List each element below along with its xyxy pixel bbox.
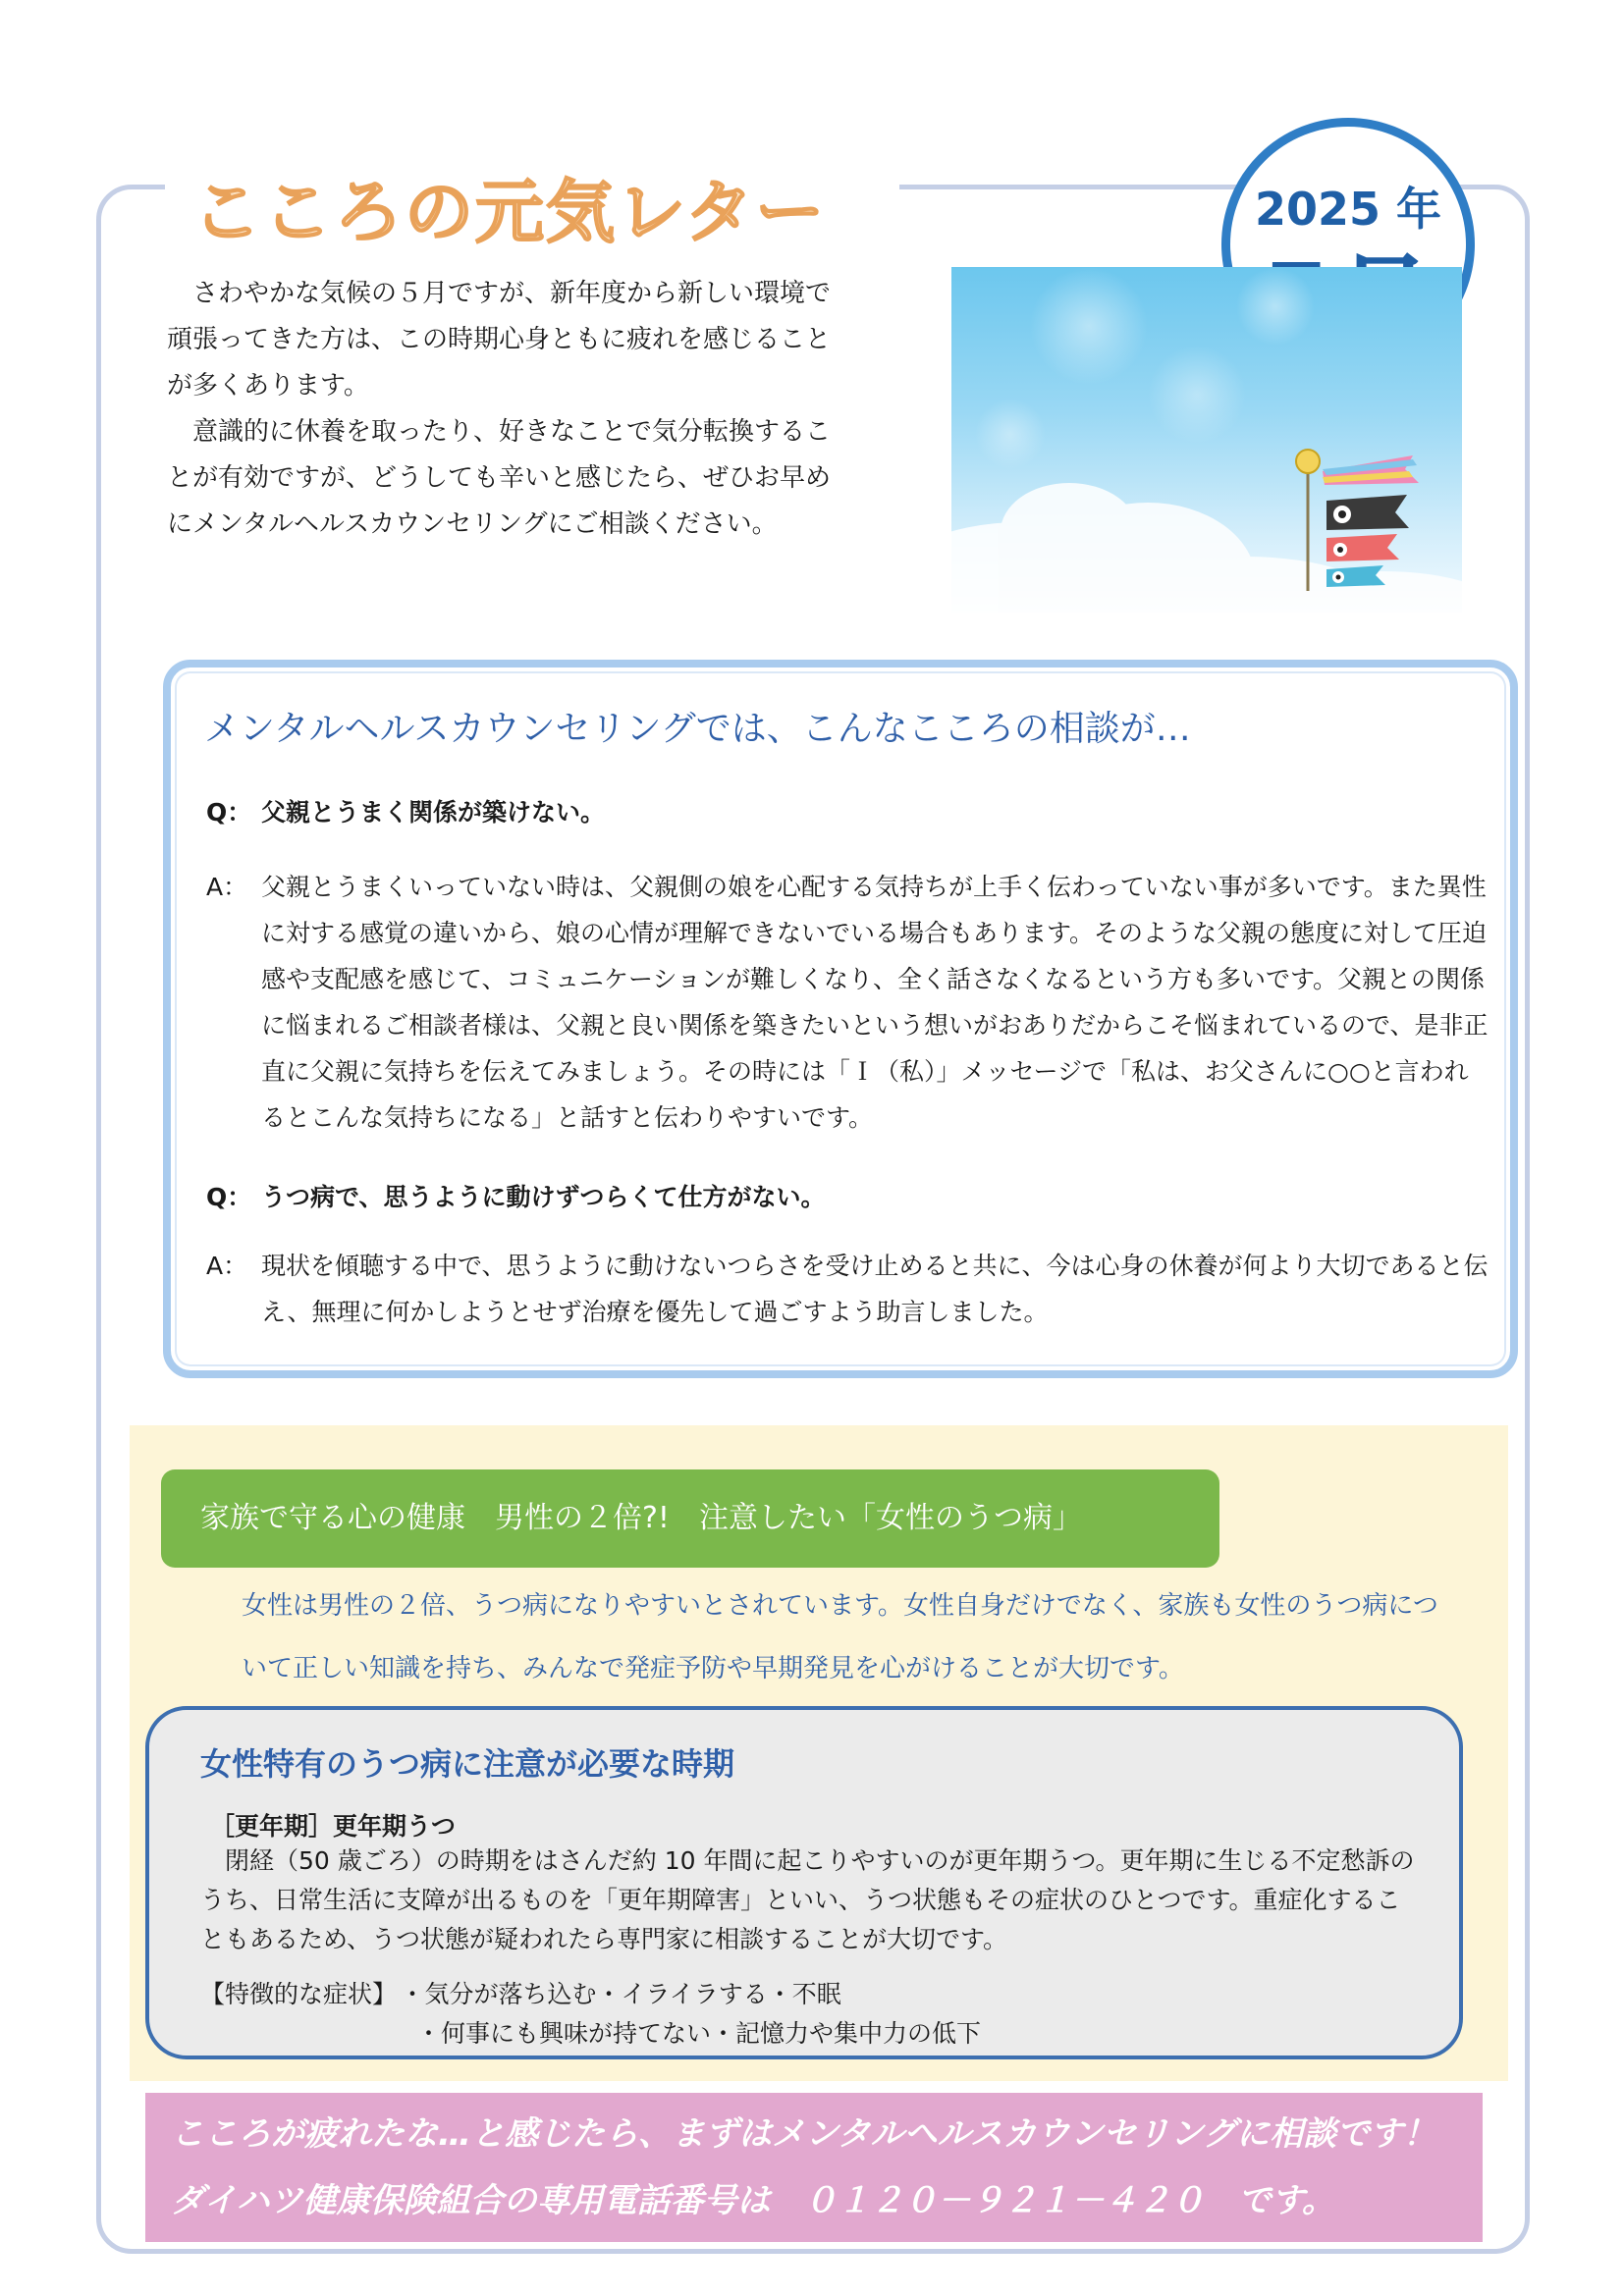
contact-footer bbox=[145, 2093, 1483, 2242]
answer-text: 父親とうまくいっていない時は、父親側の娘を心配する気持ちが上手く伝わっていない事が多いです。また異性に対する感覚の違いから、娘の心情が理解できないでいる場合もあります。そのような父親の態度に対して圧迫感や支配感を感じて、コミュニケーションが難しくなり、全く話さなくなるという方も多いです。父親との関係に悩まれるご相談者様は、父親と良い関係を築きたいという想いがおありだからこそ悩まれているので、是非正直に父親に気持ちを伝えてみましょう。その時には「Ｉ（私）」メッセージで「私は、お父さんに○○と言われるとこんな気持ちになる」と話すと伝わりやすいです。 bbox=[261, 873, 1489, 1132]
question-text: 父親とうまく関係が築けない。 bbox=[261, 798, 606, 827]
footer-message: こころが疲れたな…と感じたら、まずはメンタルヘルスカウンセリングに相談です！ bbox=[171, 2114, 1436, 2154]
question-text: うつ病で、思うように動けずつらくて仕方がない。 bbox=[261, 1183, 826, 1211]
issue-year: 2025 年 bbox=[1254, 183, 1442, 236]
intro-paragraph: 意識的に休養を取ったり、好きなことで気分転換することが有効ですが、どうしても辛いと感じたら、ぜひお早めにメンタルヘルスカウンセリングにご相談ください。 bbox=[167, 417, 832, 539]
symptoms-label: 【特徴的な症状】 bbox=[200, 1980, 385, 2008]
answer-1 bbox=[206, 864, 1489, 1141]
intro-text bbox=[167, 271, 844, 548]
symptoms-row bbox=[416, 2014, 981, 2054]
question-2 bbox=[206, 1178, 826, 1213]
answer-text: 現状を傾聴する中で、思うように動けないつらさを受け止めると共に、今は心身の休養が何より大切であると伝え、無理に何かしようとせず治療を優先して過ごすよう助言しました。 bbox=[261, 1252, 1489, 1326]
answer-2 bbox=[206, 1243, 1489, 1335]
info-box-title: 女性特有のうつ病に注意が必要な時期 bbox=[200, 1745, 735, 1783]
a-mark: A： bbox=[206, 873, 248, 901]
feature-banner: 家族で守る心の健康 男性の２倍?! 注意したい「女性のうつ病」 bbox=[161, 1469, 1219, 1568]
counseling-qa-box bbox=[163, 660, 1518, 1378]
info-box-paragraph: 閉経（50 歳ごろ）の時期をはさんだ約 10 年間に起こりやすいのが更年期うつ。更年期に生じる不定愁訴のうち、日常生活に支障が出るものを「更年期障害」といい、うつ状態もその症状のひとつです。重症化することもあるため、うつ状態が疑われたら専門家に相談することが大切です。 bbox=[200, 1846, 1415, 1953]
qa-heading: メンタルヘルスカウンセリングでは、こんなこころの相談が… bbox=[204, 709, 1191, 749]
question-1 bbox=[206, 793, 605, 828]
footer-phone: ダイハツ健康保険組合の専用電話番号は ０１２０－９２１－４２０ です。 bbox=[171, 2181, 1335, 2220]
symptom-item: ・何事にも興味が持てない・記憶力や集中力の低下 bbox=[416, 2019, 982, 2048]
sky-koinobori-illustration bbox=[951, 267, 1462, 613]
info-box-body bbox=[200, 1842, 1418, 1959]
symptom-item: ・気分が落ち込む・イライラする・不眠 bbox=[400, 1980, 841, 2008]
q-mark: Q： bbox=[206, 1183, 252, 1211]
menopause-info-box bbox=[145, 1706, 1463, 2059]
q-mark: Q： bbox=[206, 798, 252, 827]
symptoms-row bbox=[200, 1975, 841, 2014]
a-mark: A： bbox=[206, 1252, 248, 1280]
intro-paragraph: さわやかな気候の５月ですが、新年度から新しい環境で頑張ってきた方は、この時期心身ともに疲れを感じることが多くあります。 bbox=[167, 279, 832, 400]
newsletter-title: こころの元気レター bbox=[192, 172, 827, 252]
info-box-subtitle: ［更年期］更年期うつ bbox=[210, 1812, 457, 1841]
feature-intro: 女性は男性の２倍、うつ病になりやすいとされています。女性自身だけでなく、家族も女性のうつ病について正しい知識を持ち、みんなで発症予防や早期発見を心がけることが大切です。 bbox=[242, 1591, 1438, 1683]
illustration-art bbox=[951, 267, 1462, 613]
